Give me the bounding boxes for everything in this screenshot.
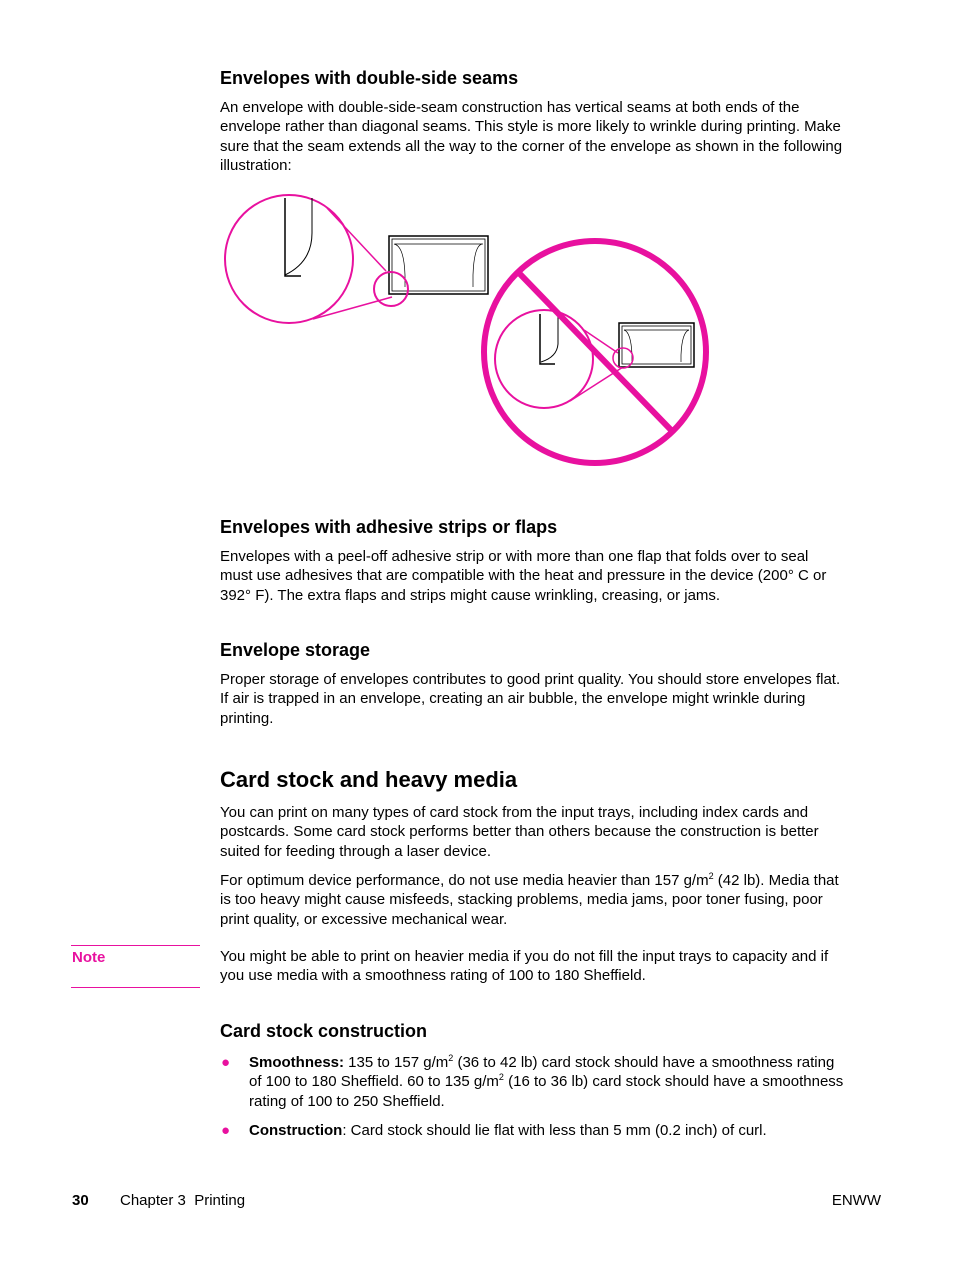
text-run: (42 lb). Media that bbox=[713, 872, 839, 889]
text-line: You might be able to print on heavier media if you do not fill the input trays to capacity and if bbox=[220, 948, 829, 965]
text-line: sure that the seam extends all the way to the corner of the envelope as shown in the following bbox=[220, 137, 843, 155]
text-run: (16 to 36 lb) card stock should have a smoothness bbox=[503, 1073, 844, 1091]
heading-envelope-storage: Envelope storage bbox=[220, 640, 371, 660]
text-line: print quality, or excessive mechanical wear. bbox=[220, 910, 508, 928]
seam-curve bbox=[541, 314, 558, 362]
chapter-title: Chapter 3 Printing bbox=[120, 1192, 246, 1209]
text-line: If air is trapped in an envelope, creating an air bubble, the envelope might wrinkle during bbox=[220, 690, 806, 708]
bullet-label: Smoothness: bbox=[249, 1054, 345, 1071]
heading-card-stock-construction: Card stock construction bbox=[220, 1021, 428, 1041]
bullet-construction bbox=[249, 1121, 767, 1140]
text-line: 392° F). The extra flaps and strips might cause wrinkling, creasing, or jams. bbox=[220, 586, 721, 604]
heading-card-stock: Card stock and heavy media bbox=[220, 767, 518, 792]
text-line: must use adhesives that are compatible with the heat and pressure in the device (200° C or bbox=[220, 567, 827, 585]
superscript: 2 bbox=[498, 1072, 504, 1083]
text-run: of 100 to 180 Sheffield. 60 to 135 g/m bbox=[249, 1073, 499, 1091]
footer-right-label: ENWW bbox=[831, 1192, 881, 1209]
text-line bbox=[249, 1121, 767, 1140]
text-run: For optimum device performance, do not use media heavier than 157 g/m bbox=[220, 872, 709, 889]
seam-corner bbox=[285, 198, 301, 276]
bullet-smoothness bbox=[249, 1053, 843, 1111]
note-label: Note bbox=[72, 949, 106, 966]
text-line: illustration: bbox=[220, 157, 292, 175]
envelope-icon bbox=[619, 323, 694, 367]
text-line: you use media with a smoothness rating of 100 to 180 Sheffield. bbox=[220, 967, 646, 985]
correct-seam-example bbox=[225, 195, 488, 323]
heading-double-side-seams: Envelopes with double-side seams bbox=[220, 68, 519, 88]
note-rule-top bbox=[71, 945, 200, 946]
card-stock-paragraph-2 bbox=[220, 871, 839, 929]
note-rule-bottom bbox=[71, 987, 200, 988]
text-line bbox=[220, 871, 839, 890]
adhesive-paragraph bbox=[220, 547, 826, 605]
callout-line bbox=[313, 297, 392, 319]
text-line: printing. bbox=[220, 709, 274, 727]
text-line: envelope rather than diagonal seams. This style is more likely to wrinkle during printing. Make bbox=[220, 118, 841, 136]
text-line: rating of 100 to 250 Sheffield. bbox=[249, 1092, 445, 1110]
seam-corner bbox=[540, 314, 555, 364]
text-line: is too heavy might cause misfeeds, stacking problems, media jams, poor toner fusing, poor bbox=[220, 891, 823, 909]
text-line: You can print on many types of card stock from the input trays, including index cards and bbox=[220, 804, 809, 821]
callout-line bbox=[327, 208, 386, 271]
storage-paragraph bbox=[220, 670, 840, 728]
envelope-seam-illustration bbox=[0, 0, 954, 480]
superscript: 2 bbox=[708, 871, 714, 881]
text-line bbox=[249, 1072, 843, 1091]
heading-adhesive-strips: Envelopes with adhesive strips or flaps bbox=[220, 517, 558, 537]
bullet-label: Construction bbox=[249, 1122, 343, 1139]
text-run: 135 to 157 g/m bbox=[344, 1054, 449, 1071]
seam-curve bbox=[285, 198, 312, 275]
text-line: An envelope with double-side-seam construction has vertical seams at both ends of the bbox=[220, 99, 800, 116]
magnifier-circle bbox=[495, 310, 593, 408]
bullet-icon: ● bbox=[221, 1122, 231, 1139]
envelope-icon bbox=[389, 236, 488, 294]
text-line: postcards. Some card stock performs better than others because the construction is better bbox=[220, 823, 819, 841]
text-run: (36 to 42 lb) card stock should have a smoothness rating bbox=[453, 1054, 835, 1071]
note-text bbox=[220, 947, 828, 986]
card-stock-paragraph-1 bbox=[220, 803, 819, 861]
text-line: Envelopes with a peel-off adhesive strip or with more than one flap that folds over to seal bbox=[220, 548, 809, 565]
bullet-icon: ● bbox=[221, 1054, 231, 1071]
text-run: : Card stock should lie flat with less than 5 mm (0.2 inch) of curl. bbox=[342, 1122, 767, 1139]
text-line: Proper storage of envelopes contributes to good print quality. You should store envelopes flat. bbox=[220, 671, 841, 688]
text-line: suited for feeding through a laser device. bbox=[220, 842, 492, 860]
page-number: 30 bbox=[72, 1192, 89, 1209]
text-line bbox=[249, 1053, 843, 1072]
incorrect-seam-example bbox=[484, 241, 706, 463]
superscript: 2 bbox=[448, 1053, 454, 1063]
